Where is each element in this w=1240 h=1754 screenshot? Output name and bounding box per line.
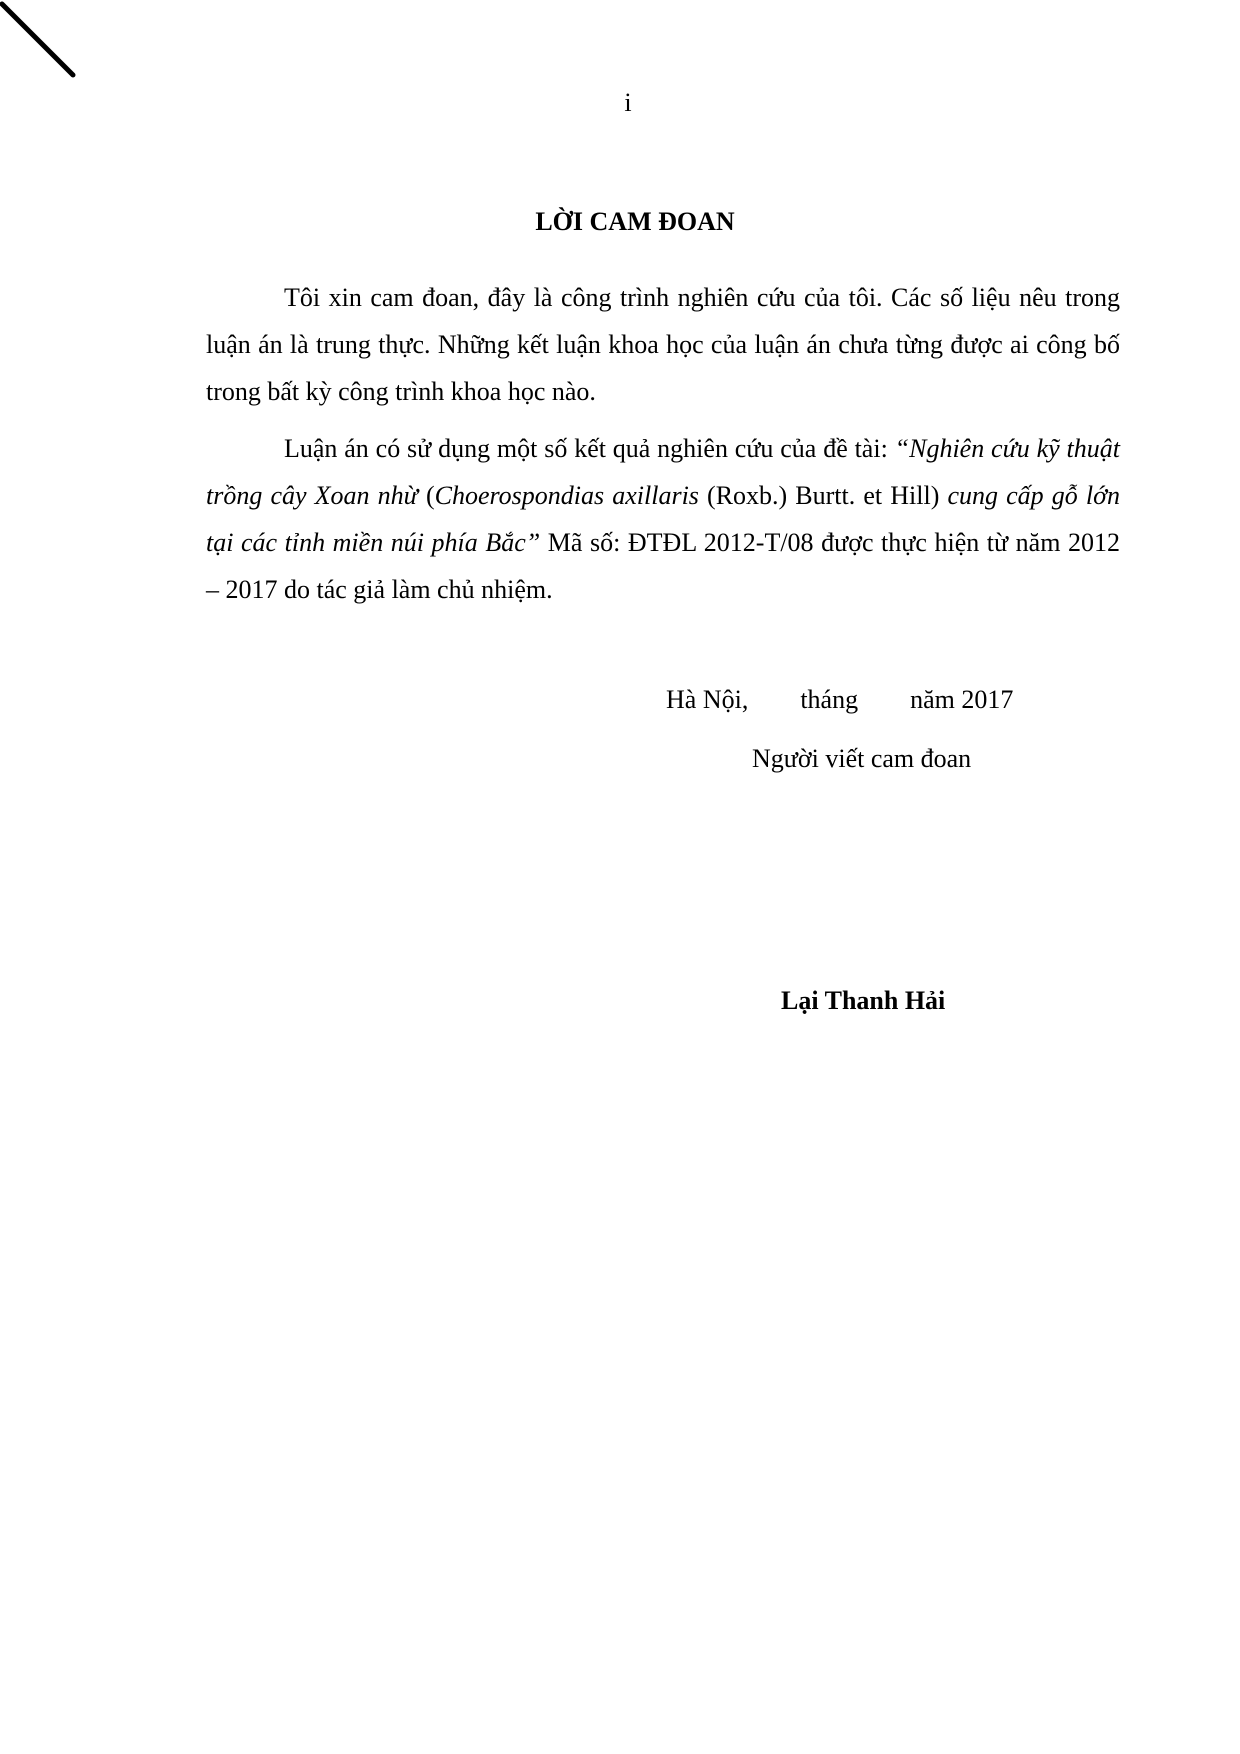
species-open-text: (	[417, 481, 435, 510]
page-title: LỜI CAM ĐOAN	[535, 207, 735, 236]
page-number: i	[624, 88, 632, 117]
project-intro-text: Luận án có sử dụng một số kết quả nghiên cứu của đề tài:	[284, 434, 895, 463]
project-paragraph	[206, 425, 1120, 613]
declaration-paragraph: Tôi xin cam đoan, đây là công trình nghiên cứu của tôi. Các số liệu nêu trong luận án là trung thực. Những kết luận khoa học của luận án chưa từng được ai công bố trong bất kỳ công trình khoa học nào.	[206, 283, 1120, 406]
species-authority: (Roxb.) Burtt. et Hill)	[698, 481, 948, 510]
signer-name: Lại Thanh Hải	[781, 986, 946, 1015]
signer-label: Người viết cam đoan	[752, 744, 972, 773]
project-title-part1: “Nghiên cứu kỹ thuật trồng cây Xoan nhừ	[206, 434, 1120, 510]
corner-slash-mark	[0, 0, 90, 90]
project-title-part2: cung cấp gỗ lớn tại các tỉnh miền núi phía Bắc”	[206, 481, 1121, 557]
project-code-text: Mã số: ĐTĐL 2012-T/08 được thực hiện từ năm 2012 – 2017 do tác giả làm chủ nhiệm.	[206, 528, 1120, 604]
species-name: Choerospondias axillaris	[434, 481, 699, 510]
place-date-line: Hà Nội, tháng năm 2017	[666, 685, 1014, 714]
